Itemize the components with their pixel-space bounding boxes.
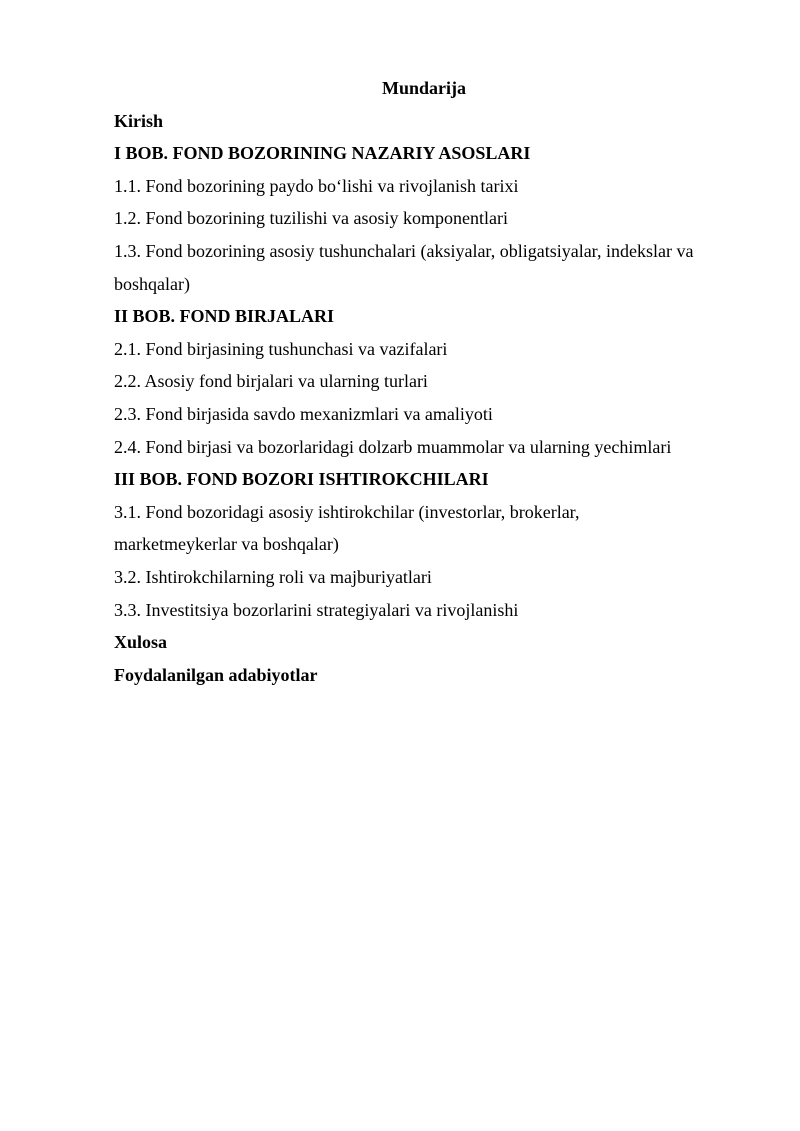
toc-section-2-1: 2.1. Fond birjasining tushunchasi va vazifalari (114, 338, 448, 359)
toc-section-3-1: 3.1. Fond bozoridagi asosiy ishtirokchilar (investorlar, brokerlar, marketmeykerlar va boshqalar) (114, 501, 580, 555)
toc-entry-introduction: Kirish (114, 110, 164, 131)
toc-chapter-2: II BOB. FOND BIRJALARI (114, 306, 335, 327)
toc-chapter-1: I BOB. FOND BOZORINING NAZARIY ASOSLARI (114, 143, 531, 164)
toc-section-3-2: 3.2. Ishtirokchilarning roli va majburiyatlari (114, 566, 432, 587)
toc-section-3-3: 3.3. Investitsiya bozorlarini strategiyalari va rivojlanishi (114, 599, 519, 620)
toc-chapter-3: III BOB. FOND BOZORI ISHTIROKCHILARI (114, 469, 489, 490)
toc-entry-references: Foydalanilgan adabiyotlar (114, 664, 318, 685)
toc-entry-conclusion: Xulosa (114, 632, 168, 653)
toc-section-1-3: 1.3. Fond bozorining asosiy tushunchalari (aksiyalar, obligatsiyalar, indekslar va boshqalar) (114, 240, 694, 294)
table-of-contents (114, 72, 726, 691)
toc-section-1-2: 1.2. Fond bozorining tuzilishi va asosiy komponentlari (114, 208, 508, 229)
toc-title: Mundarija (381, 78, 466, 98)
toc-section-2-2: 2.2. Asosiy fond birjalari va ularning turlari (114, 371, 428, 392)
toc-section-2-3: 2.3. Fond birjasida savdo mexanizmlari va amaliyoti (114, 403, 493, 424)
toc-section-2-4: 2.4. Fond birjasi va bozorlaridagi dolzarb muammolar va ularning yechimlari (114, 436, 672, 457)
toc-section-1-1: 1.1. Fond bozorining paydo bo‘lishi va rivojlanish tarixi (114, 175, 519, 196)
